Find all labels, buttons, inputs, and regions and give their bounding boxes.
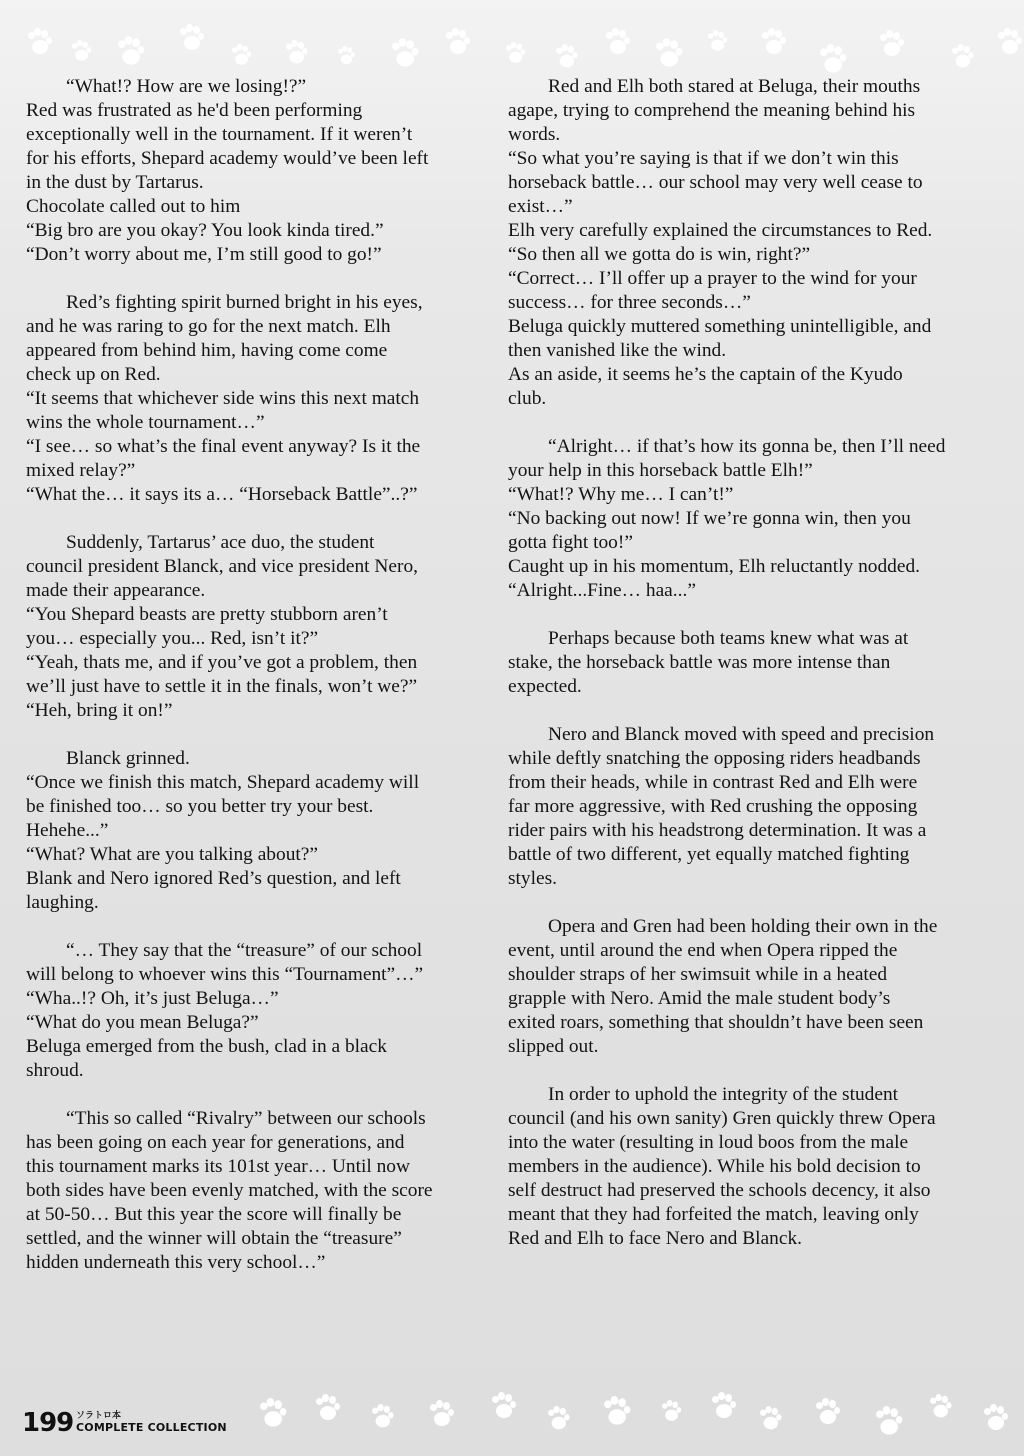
text-line: gotta fight too!”: [508, 532, 633, 553]
text-line: exist…”: [508, 196, 573, 217]
text-line: Perhaps because both teams knew what was at: [548, 628, 909, 649]
brand-collection-title: COMPLETE COLLECTION: [76, 1421, 227, 1434]
text-line: Red and Elh both stared at Beluga, their mouths: [548, 76, 921, 97]
text-line: Opera and Gren had been holding their own in the: [548, 916, 938, 937]
text-line: hidden underneath this very school…”: [26, 1252, 326, 1273]
text-line: “What!? How are we losing!?”: [66, 76, 307, 97]
text-line: horseback battle… our school may very well cease to: [508, 172, 923, 193]
text-line: “So then all we gotta do is win, right?”: [508, 244, 811, 265]
text-line: “Big bro are you okay? You look kinda tired.”: [26, 220, 384, 241]
text-line: wins the whole tournament…”: [26, 412, 265, 433]
text-line: far more aggressive, with Red crushing the opposing: [508, 796, 918, 817]
text-line: “Once we finish this match, Shepard academy will: [26, 772, 420, 793]
text-line: slipped out.: [508, 1036, 599, 1057]
text-line: “Correct… I’ll offer up a prayer to the wind for your: [508, 268, 917, 289]
text-line: check up on Red.: [26, 364, 161, 385]
text-line: then vanished like the wind.: [508, 340, 727, 361]
text-line: event, until around the end when Opera ripped the: [508, 940, 898, 961]
paragraph: [26, 75, 488, 267]
text-line: Hehehe...”: [26, 820, 109, 841]
paw-print-border-top: [0, 0, 1024, 80]
text-line: shroud.: [26, 1060, 84, 1081]
text-line: battle of two different, yet equally matched fighting: [508, 844, 910, 865]
text-line: “Yeah, thats me, and if you’ve got a problem, then: [26, 652, 418, 673]
text-line: words.: [508, 124, 561, 145]
text-line: “… They say that the “treasure” of our school: [66, 940, 423, 961]
text-line: Caught up in his momentum, Elh reluctantly nodded.: [508, 556, 920, 577]
text-line: “No backing out now! If we’re gonna win, then you: [508, 508, 911, 529]
paragraph: [26, 747, 488, 915]
text-line: laughing.: [26, 892, 99, 913]
right-text-column: [508, 75, 1004, 1275]
text-line: Elh very carefully explained the circumstances to Red.: [508, 220, 933, 241]
text-line: “I see… so what’s the final event anyway? Is it the: [26, 436, 421, 457]
text-line: As an aside, it seems he’s the captain of the Kyudo: [508, 364, 903, 385]
text-line: this tournament marks its 101st year… Until now: [26, 1156, 410, 1177]
text-line: self destruct had preserved the schools decency, it also: [508, 1180, 931, 1201]
text-line: “Wha..!? Oh, it’s just Beluga…”: [26, 988, 279, 1009]
text-line: members in the audience). While his bold decision to: [508, 1156, 921, 1177]
text-line: “Alright...Fine… haa...”: [508, 580, 696, 601]
text-line: council (and his own sanity) Gren quickly threw Opera: [508, 1108, 936, 1129]
text-line: be finished too… so you better try your best.: [26, 796, 374, 817]
text-line: Chocolate called out to him: [26, 196, 241, 217]
brand-japanese-title: ソラトロ本: [76, 1411, 122, 1421]
text-line: stake, the horseback battle was more intense than: [508, 652, 891, 673]
page-number: 199: [22, 1408, 74, 1438]
text-line: success… for three seconds…”: [508, 292, 751, 313]
text-line: we’ll just have to settle it in the finals, won’t we?”: [26, 676, 418, 697]
text-line: appeared from behind him, having come come: [26, 340, 388, 361]
paragraph: [508, 435, 1004, 603]
text-line: styles.: [508, 868, 558, 889]
text-line: exited roars, something that shouldn’t have been seen: [508, 1012, 924, 1033]
left-text-column: [26, 75, 488, 1299]
text-line: grapple with Nero. Amid the male student body’s: [508, 988, 891, 1009]
text-line: mixed relay?”: [26, 460, 136, 481]
text-line: Red’s fighting spirit burned bright in his eyes,: [66, 292, 423, 313]
text-line: Nero and Blanck moved with speed and precision: [548, 724, 935, 745]
text-line: made their appearance.: [26, 580, 206, 601]
paragraph: [26, 1107, 488, 1275]
text-line: you… especially you... Red, isn’t it?”: [26, 628, 319, 649]
paragraph: [508, 627, 1004, 699]
text-line: Beluga quickly muttered something unintelligible, and: [508, 316, 932, 337]
text-line: both sides have been evenly matched, with the score: [26, 1180, 433, 1201]
text-line: into the water (resulting in loud boos from the male: [508, 1132, 909, 1153]
text-line: while deftly snatching the opposing riders headbands: [508, 748, 921, 769]
text-line: will belong to whoever wins this “Tournament”…”: [26, 964, 424, 985]
text-line: “It seems that whichever side wins this next match: [26, 388, 420, 409]
text-line: Red and Elh to face Nero and Blanck.: [508, 1228, 802, 1249]
paragraph: [508, 1083, 1004, 1251]
text-line: council president Blanck, and vice president Nero,: [26, 556, 418, 577]
text-line: expected.: [508, 676, 582, 697]
text-line: has been going on each year for generations, and: [26, 1132, 405, 1153]
text-line: Suddenly, Tartarus’ ace duo, the student: [66, 532, 375, 553]
paragraph: [508, 723, 1004, 891]
text-line: “Heh, bring it on!”: [26, 700, 173, 721]
text-line: at 50-50… But this year the score will finally be: [26, 1204, 402, 1225]
text-line: shoulder straps of her swimsuit while in a heated: [508, 964, 888, 985]
text-line: and he was raring to go for the next match. Elh: [26, 316, 391, 337]
text-line: for his efforts, Shepard academy would’ve been left: [26, 148, 429, 169]
paragraph: [26, 291, 488, 507]
paragraph: [26, 531, 488, 723]
text-line: “What? What are you talking about?”: [26, 844, 318, 865]
text-line: exceptionally well in the tournament. If it weren’t: [26, 124, 413, 145]
text-line: Red was frustrated as he'd been performing: [26, 100, 363, 121]
text-line: “What the… it says its a… “Horseback Battle”..?”: [26, 484, 418, 505]
text-line: your help in this horseback battle Elh!”: [508, 460, 813, 481]
text-line: “Alright… if that’s how its gonna be, then I’ll need: [548, 436, 946, 457]
text-line: Beluga emerged from the bush, clad in a black: [26, 1036, 387, 1057]
text-line: “What do you mean Beluga?”: [26, 1012, 259, 1033]
text-line: Blanck grinned.: [66, 748, 190, 769]
text-line: Blank and Nero ignored Red’s question, and left: [26, 868, 401, 889]
paragraph: [508, 75, 1004, 411]
text-line: from their heads, while in contrast Red and Elh were: [508, 772, 918, 793]
text-line: rider pairs with his headstrong determination. It was a: [508, 820, 927, 841]
paragraph: [26, 939, 488, 1083]
text-line: “So what you’re saying is that if we don’t win this: [508, 148, 899, 169]
text-line: agape, trying to comprehend the meaning behind his: [508, 100, 916, 121]
text-line: “Don’t worry about me, I’m still good to go!”: [26, 244, 382, 265]
text-line: “What!? Why me… I can’t!”: [508, 484, 734, 505]
text-line: club.: [508, 388, 547, 409]
text-line: “You Shepard beasts are pretty stubborn aren’t: [26, 604, 388, 625]
text-line: meant that they had forfeited the match, leaving only: [508, 1204, 919, 1225]
text-line: settled, and the winner will obtain the “treasure”: [26, 1228, 402, 1249]
text-line: “This so called “Rivalry” between our schools: [66, 1108, 426, 1129]
text-line: in the dust by Tartarus.: [26, 172, 204, 193]
text-line: In order to uphold the integrity of the student: [548, 1084, 899, 1105]
paragraph: [508, 915, 1004, 1059]
